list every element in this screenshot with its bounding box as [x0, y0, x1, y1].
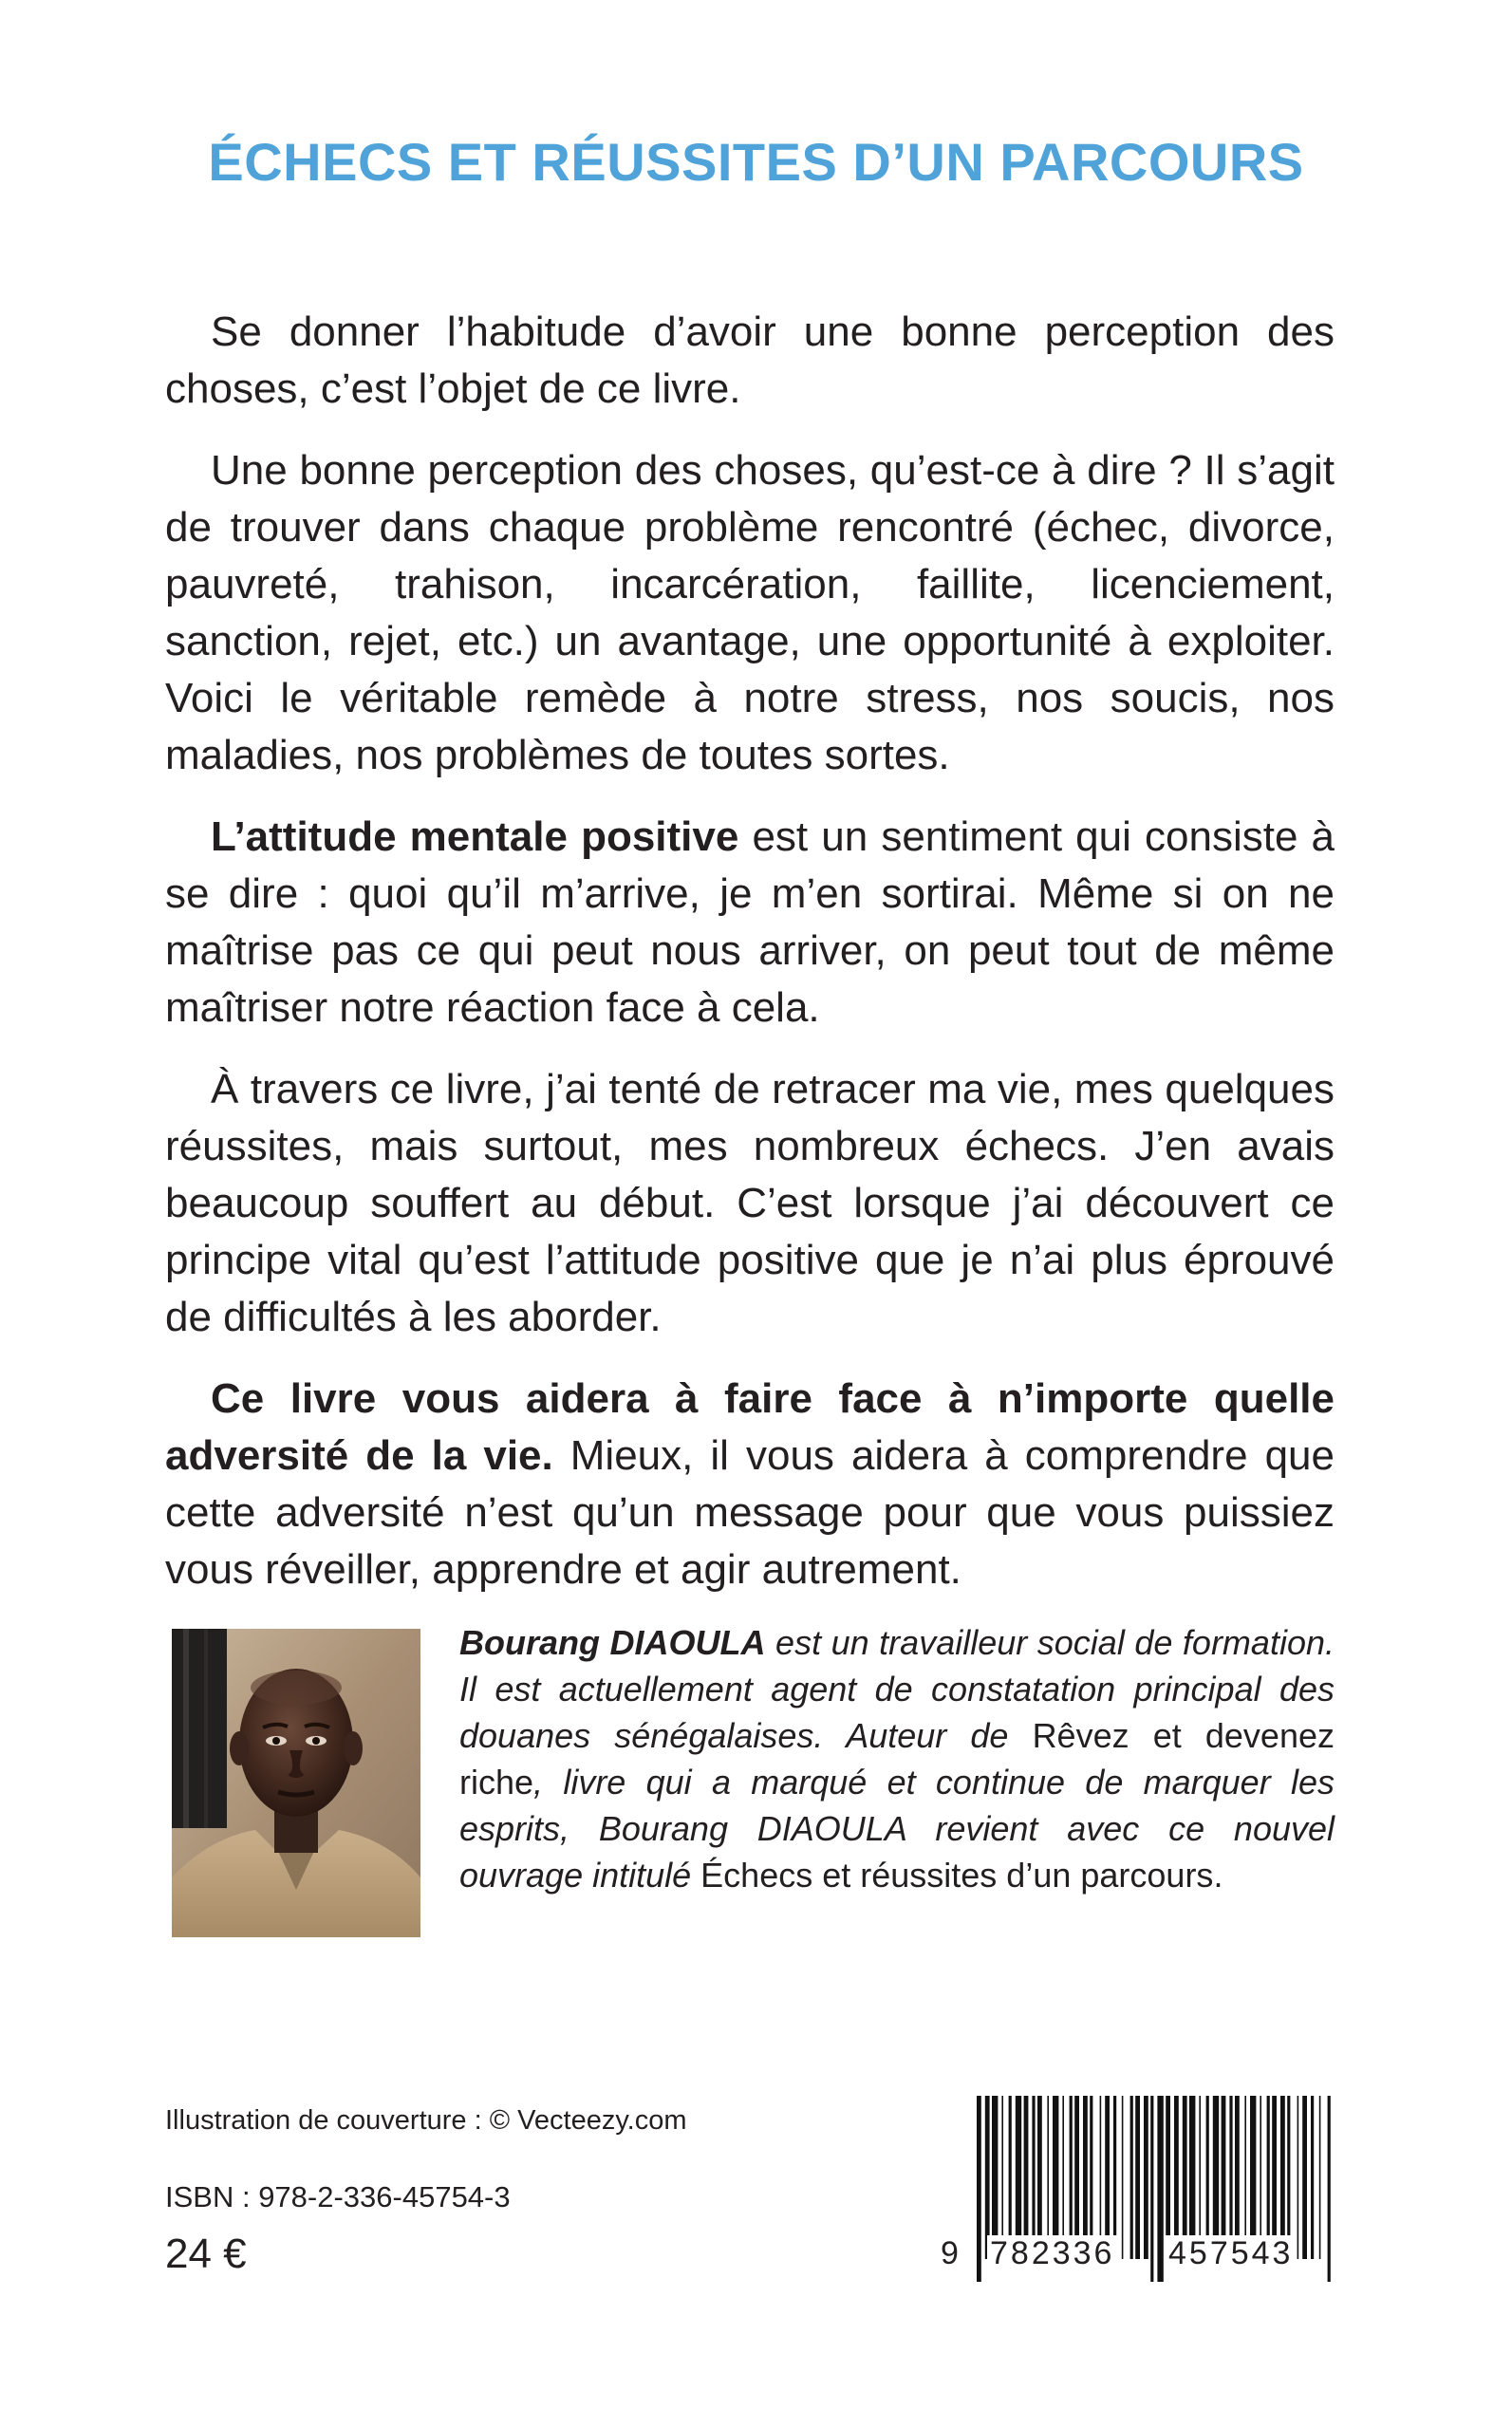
- barcode-digits-left: 782336: [987, 2235, 1117, 2272]
- paragraph-5-bold: Ce livre vous aidera à faire face à n’importe quelle adversité de la vie.: [165, 1375, 1335, 1479]
- paragraph-5-rest: Mieux, il vous aidera à comprendre que cette adversité n’est qu’un message pour que vous puissiez vous réveiller, apprendre et agir autrement.: [165, 1432, 1335, 1593]
- author-photo: [172, 1629, 420, 1937]
- cover-credit: Illustration de couverture : © Vecteezy.com: [165, 2105, 687, 2136]
- book-title-reference: Échecs et réussites d’un parcours: [700, 1856, 1214, 1895]
- paragraph-1: Se donner l’habitude d’avoir une bonne perception des choses, c’est l’objet de ce livre.: [165, 308, 1335, 412]
- paragraph-2: Une bonne perception des choses, qu’est-ce à dire ? Il s’agit de trouver dans chaque problème rencontré (échec, divorce, pauvreté, trahison, incarcération, faillite, licenciement, sanction, rejet, etc.) un avantage, une opportunité à exploiter. Voici le véritable remède à notre stress, nos soucis, nos maladies, nos problèmes de toutes sortes.: [165, 447, 1335, 778]
- previous-book-title: Rêvez et devenez riche: [459, 1716, 1335, 1802]
- barcode-first-digit: 9: [938, 2235, 964, 2272]
- bio-text-1: est un travailleur social de formation. Il est actuellement agent de constatation principal des douanes sénégalaises. Auteur de: [459, 1623, 1335, 1755]
- bio-text-2: , livre qui a marqué et continue de marquer les esprits, Bourang DIAOULA revient avec ce nouvel ouvrage intitulé: [459, 1763, 1335, 1895]
- paragraph-5: [165, 1371, 1335, 1598]
- author-name: Bourang DIAOULA: [459, 1623, 766, 1662]
- paragraph-3-bold: L’attitude mentale positive: [211, 813, 739, 860]
- barcode-digits-right: 457543: [1166, 2235, 1296, 2272]
- price: 24 €: [165, 2231, 247, 2277]
- paragraph-3-rest: est un sentiment qui consiste à se dire : quoi qu’il m’arrive, je m’en sortirai. Même si on ne maîtrise pas ce qui peut nous arriver, on peut tout de même maîtriser notre réaction face à cela.: [165, 813, 1335, 1031]
- page-title: ÉCHECS ET RÉUSSITES D’UN PARCOURS: [208, 132, 1304, 192]
- bio-end: .: [1213, 1856, 1223, 1895]
- paragraph-4: À travers ce livre, j’ai tenté de retracer ma vie, mes quelques réussites, mais surtout, mes nombreux échecs. J’en avais beaucoup souffert au début. C’est lorsque j’ai découvert ce principe vital qu’est l’attitude positive que je n’ai plus éprouvé de difficultés à les aborder.: [165, 1066, 1335, 1340]
- author-bio: [459, 1619, 1335, 1898]
- isbn-text: ISBN : 978-2-336-45754-3: [165, 2180, 511, 2213]
- back-cover-text: [165, 304, 1335, 1623]
- paragraph-3: [165, 809, 1335, 1036]
